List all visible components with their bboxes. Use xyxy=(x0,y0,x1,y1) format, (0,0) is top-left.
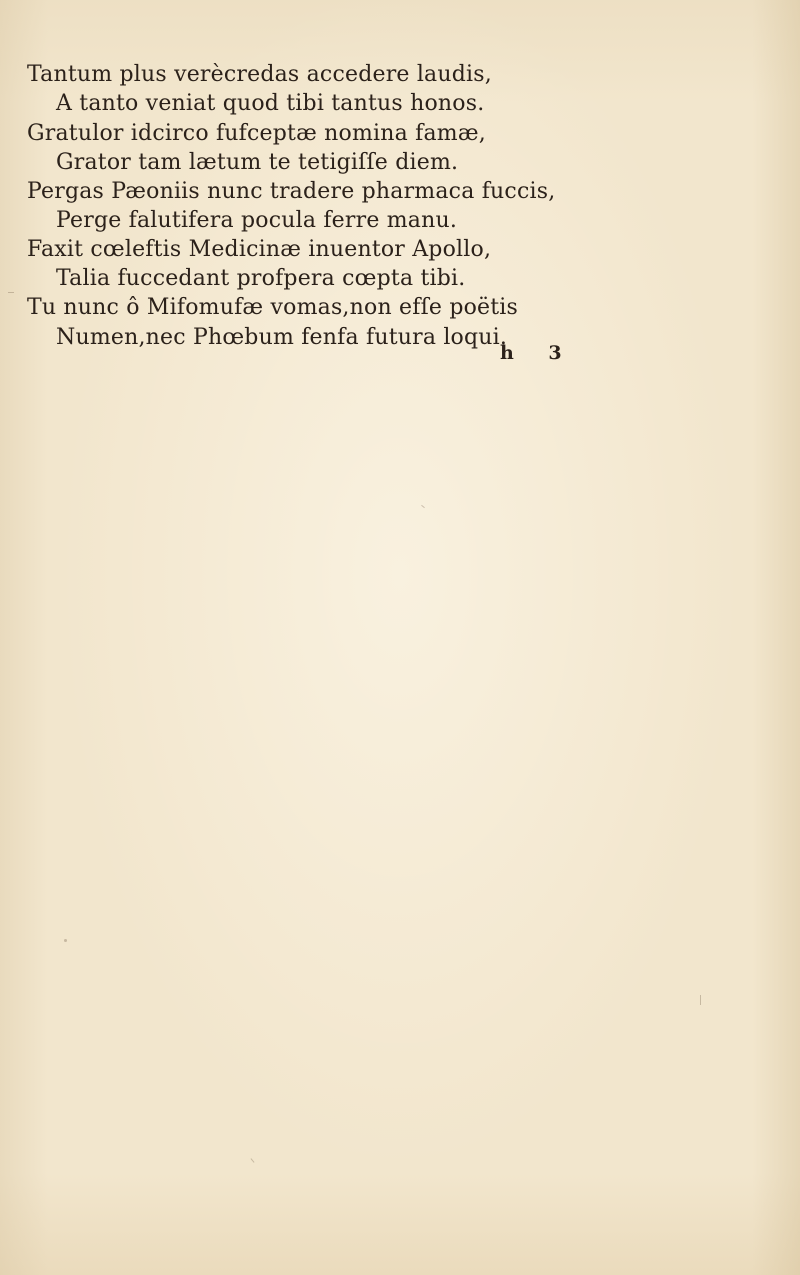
signature-mark: h 3 xyxy=(500,342,576,364)
paper-speck xyxy=(700,995,701,1005)
poem-line: Grator tam lætum te tetigiſſe diem. xyxy=(56,150,459,175)
paper-speck xyxy=(8,292,14,293)
poem-line: Perge falutifera pocula ferre manu. xyxy=(56,208,458,233)
poem-line: Faxit cœleftis Medicinæ inuentor Apollo, xyxy=(27,237,492,262)
poem-line: Tu nunc ô Mifomufæ vomas,non efſe poëtis xyxy=(27,295,519,320)
poem-line: Tantum plus verècredas accedere laudis, xyxy=(27,62,492,87)
poem-line: A tanto veniat quod tibi tantus honos. xyxy=(56,91,485,116)
poem-line: Pergas Pæoniis nunc tradere pharmaca fuccis, xyxy=(27,179,556,204)
paper-speck xyxy=(421,505,425,508)
paper-speck xyxy=(64,939,67,942)
poem-line: Numen,nec Phœbum fenfa futura loqui. xyxy=(56,325,508,350)
poem-text xyxy=(0,0,800,400)
poem-line: Gratulor idcirco fufceptæ nomina famæ, xyxy=(27,121,486,146)
paper-speck xyxy=(251,1158,255,1162)
poem-line: Talia fuccedant profpera cœpta tibi. xyxy=(56,266,466,291)
